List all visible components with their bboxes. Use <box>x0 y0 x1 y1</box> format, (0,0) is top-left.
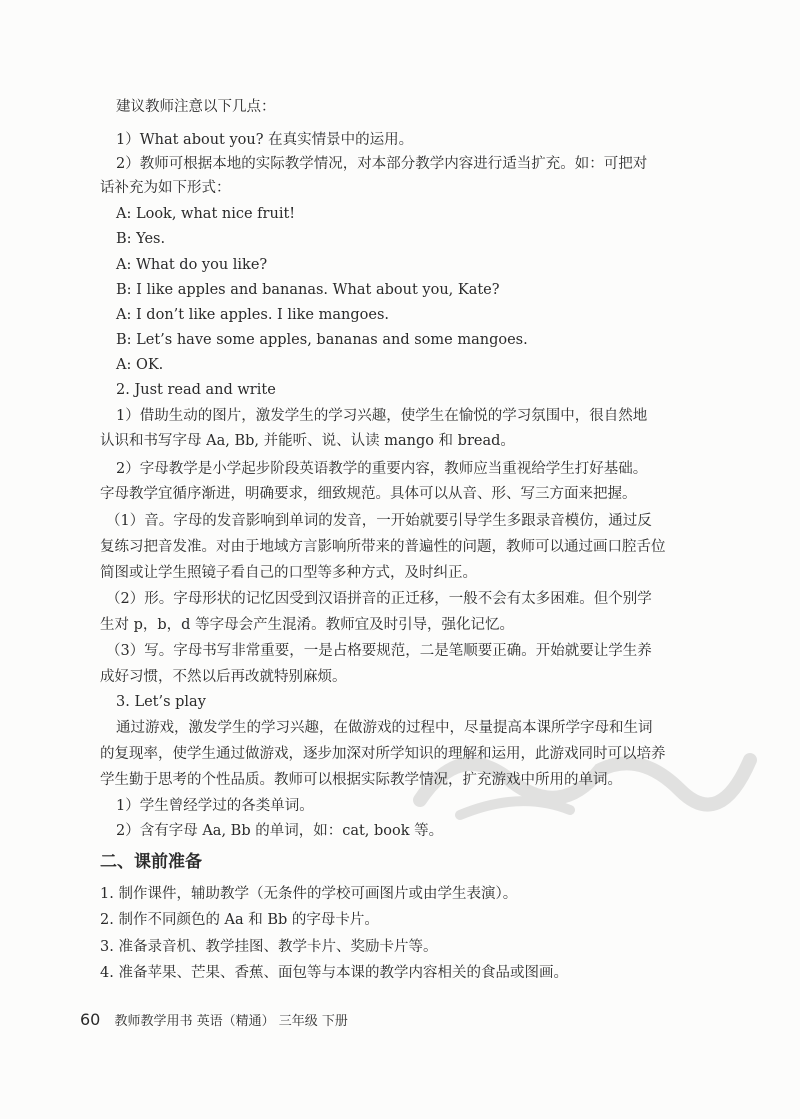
body-line: 成好习惯，不然以后再改就特别麻烦。 <box>100 669 347 685</box>
prep-item: 3. 准备录音机、教学挂图、教学卡片、奖励卡片等。 <box>100 939 438 955</box>
body-line: 通过游戏，激发学生的学习兴趣，在做游戏的过程中，尽量提高本课所学字母和生词 <box>116 720 653 736</box>
body-line: 简图或让学生照镜子看自己的口型等多种方式，及时纠正。 <box>100 565 477 581</box>
page-footer <box>80 1010 348 1032</box>
body-line: 1）借助生动的图片，激发学生的学习兴趣，使学生在愉悦的学习氛围中，很自然地 <box>116 408 648 424</box>
body-line: 复练习把音发准。对由于地域方言影响所带来的普遍性的问题，教师可以通过画口腔舌位 <box>100 539 666 555</box>
dialogue-line: B: Yes. <box>116 231 166 247</box>
body-line: 认识和书写字母 Aa, Bb, 并能听、说、认读 mango 和 bread。 <box>100 433 515 449</box>
dialogue-line: A: I don’t like apples. I like mangoes. <box>116 307 390 323</box>
body-line: 1）What about you? 在真实情景中的运用。 <box>116 132 414 148</box>
dialogue-line: A: What do you like? <box>116 257 268 273</box>
body-line: 话补充为如下形式： <box>100 180 231 196</box>
dialogue-line: B: Let’s have some apples, bananas and some mangoes. <box>116 332 528 348</box>
prep-item: 2. 制作不同颜色的 Aa 和 Bb 的字母卡片。 <box>100 912 379 928</box>
body-line: （2）形。字母形状的记忆因受到汉语拼音的正迁移，一般不会有太多困难。但个别学 <box>106 591 652 607</box>
body-line: 学生勤于思考的个性品质。教师可以根据实际教学情况，扩充游戏中所用的单词。 <box>100 772 622 788</box>
body-line: （1）音。字母的发音影响到单词的发音，一开始就要引导学生多跟录音模仿，通过反 <box>106 513 652 529</box>
subheading: 2. Just read and write <box>116 382 276 398</box>
body-line: 2）含有字母 Aa, Bb 的单词，如：cat, book 等。 <box>116 823 444 839</box>
dialogue-line: B: I like apples and bananas. What about you, Kate? <box>116 282 500 298</box>
dialogue-line: A: OK. <box>116 357 164 373</box>
prep-item: 4. 准备苹果、芒果、香蕉、面包等与本课的教学内容相关的食品或图画。 <box>100 965 568 981</box>
body-line: 的复现率，使学生通过做游戏，逐步加深对所学知识的理解和运用，此游戏同时可以培养 <box>100 746 666 762</box>
page-number: 60 <box>80 1010 101 1029</box>
body-line: 2）字母教学是小学起步阶段英语教学的重要内容，教师应当重视给学生打好基础。 <box>116 461 648 477</box>
prep-item: 1. 制作课件，辅助教学（无条件的学校可画图片或由学生表演）。 <box>100 886 518 902</box>
body-line: 字母教学宜循序渐进，明确要求，细致规范。具体可以从音、形、写三方面来把握。 <box>100 486 637 502</box>
body-line: 生对 p，b，d 等字母会产生混淆。教师宜及时引导，强化记忆。 <box>100 617 515 633</box>
body-line: 2）教师可根据本地的实际教学情况，对本部分教学内容进行适当扩充。如：可把对 <box>116 156 648 172</box>
body-line: 建议教师注意以下几点： <box>116 99 276 115</box>
body-line: （3）写。字母书写非常重要，一是占格要规范，二是笔顺要正确。开始就要让学生养 <box>106 643 652 659</box>
section-title: 二、课前准备 <box>100 852 202 872</box>
book-title: 教师教学用书 英语（精通） 三年级 下册 <box>114 1014 348 1029</box>
body-line: 1）学生曾经学过的各类单词。 <box>116 798 314 814</box>
dialogue-line: A: Look, what nice fruit! <box>116 206 296 222</box>
subheading: 3. Let’s play <box>116 694 206 710</box>
